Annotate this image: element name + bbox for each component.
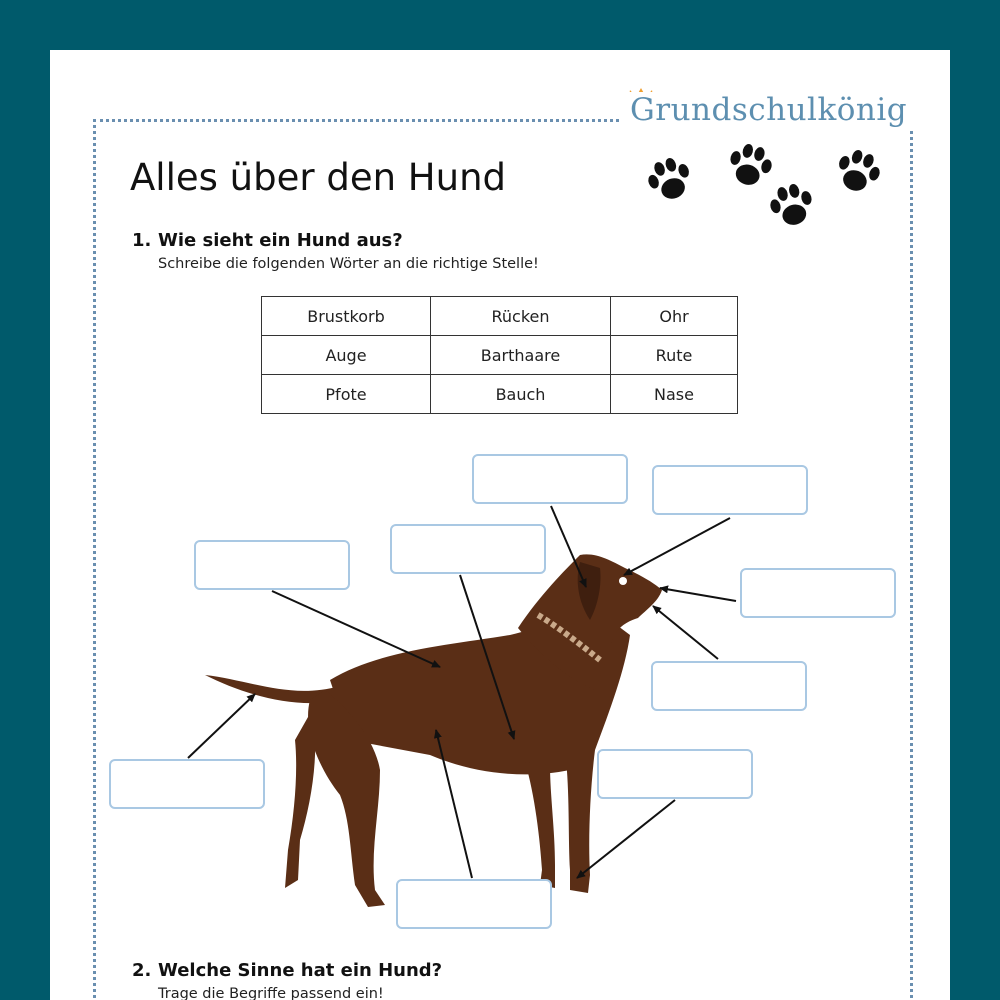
answer-box-ear[interactable]	[652, 465, 808, 515]
arrow-line	[272, 591, 440, 667]
page-title: Alles über den Hund	[130, 156, 507, 199]
table-cell: Bauch	[431, 375, 611, 414]
table-cell: Rücken	[431, 297, 611, 336]
task-2-number: 2.	[132, 960, 152, 981]
table-cell: Barthaare	[431, 336, 611, 375]
task-2-question: Welche Sinne hat ein Hund?	[158, 960, 443, 981]
arrow-line	[653, 606, 718, 659]
arrow-line	[624, 518, 730, 575]
table-cell: Ohr	[611, 297, 738, 336]
dog-eye	[619, 577, 627, 585]
dog-illustration	[205, 554, 662, 907]
task-1-number: 1.	[132, 230, 152, 251]
answer-box-body[interactable]	[194, 540, 350, 590]
table-cell: Nase	[611, 375, 738, 414]
answer-box-nose[interactable]	[740, 568, 896, 618]
arrow-line	[577, 800, 675, 878]
answer-box-paw[interactable]	[597, 749, 753, 799]
brand-logo: Grundschulkönig	[622, 92, 915, 128]
arrow-line	[188, 694, 255, 758]
task-1-instruction: Schreibe die folgenden Wörter an die richtige Stelle!	[158, 256, 539, 272]
answer-box-whiskers[interactable]	[651, 661, 807, 711]
table-cell: Pfote	[262, 375, 431, 414]
worksheet-page	[50, 50, 950, 1000]
table-cell: Rute	[611, 336, 738, 375]
table-cell: Auge	[262, 336, 431, 375]
answer-box-chest[interactable]	[390, 524, 546, 574]
arrow-line	[660, 588, 736, 601]
table-cell: Brustkorb	[262, 297, 431, 336]
task-1-question: Wie sieht ein Hund aus?	[158, 230, 403, 251]
answer-box-tail[interactable]	[109, 759, 265, 809]
answer-box-back[interactable]	[472, 454, 628, 504]
task-2-instruction: Trage die Begriffe passend ein!	[158, 986, 384, 1000]
task-2-heading	[132, 960, 442, 981]
answer-box-belly[interactable]	[396, 879, 552, 929]
